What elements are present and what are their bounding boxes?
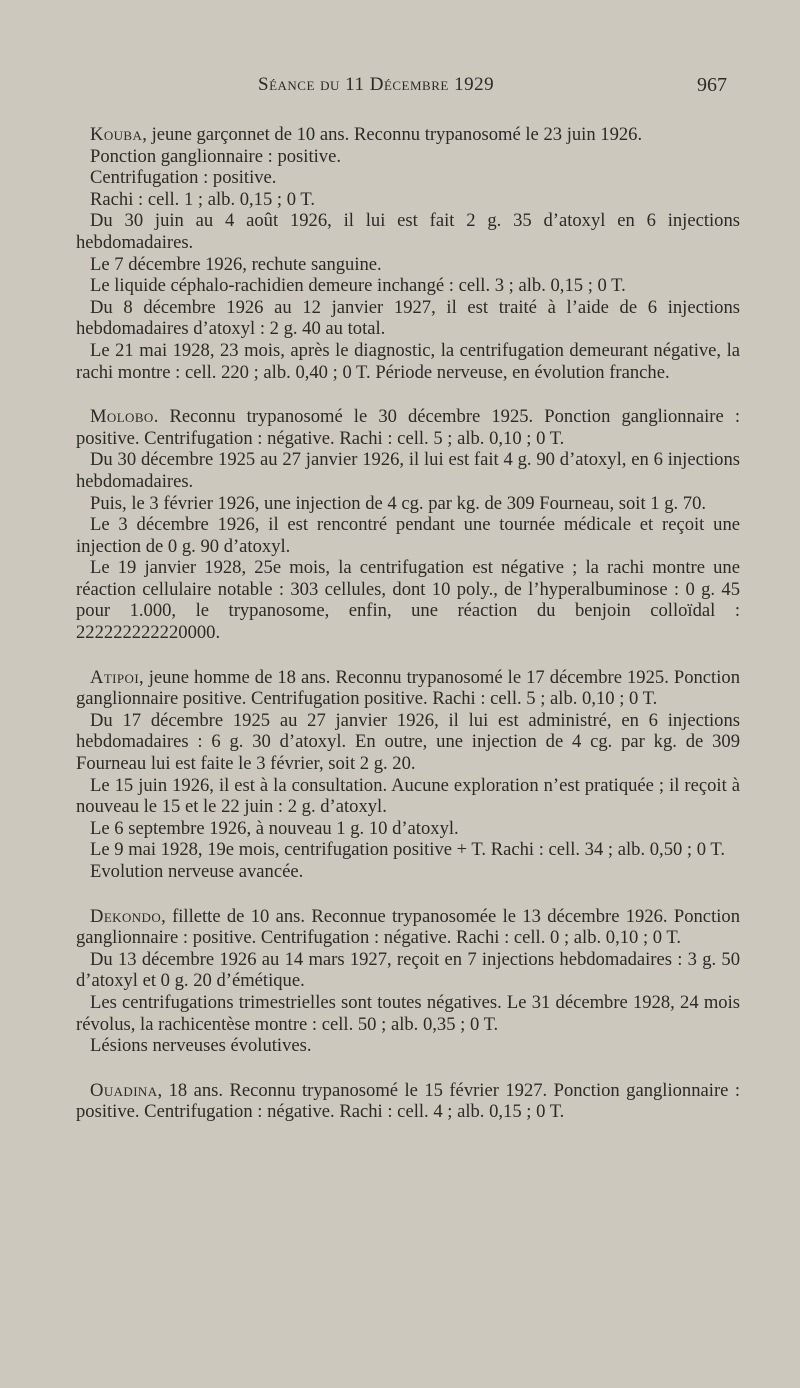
case-paragraph: Le 15 juin 1926, il est à la consultation. Aucune exploration n’est pratiquée ; il reçoit à nouveau le 15 et le 22 juin : 2 g. d’atoxyl.	[76, 774, 740, 818]
case-paragraph: Les centrifugations trimestrielles sont toutes négatives. Le 31 décembre 1928, 24 mois révolus, la rachicentèse montre : cell. 50 ; alb. 0,35 ; 0 T.	[76, 991, 740, 1035]
patient-name: Kouba	[90, 124, 143, 145]
section-gap	[76, 1057, 740, 1080]
case-paragraph: Le 3 décembre 1926, il est rencontré pendant une tournée médicale et reçoit une injection de 0 g. 90 d’atoxyl.	[76, 514, 740, 557]
section-gap	[76, 383, 740, 406]
paragraph-text: , jeune homme de 18 ans. Reconnu trypanosomé le 17 décembre 1925. Ponction ganglionnaire positive. Centrifugation positive. Rachi : cell. 5 ; alb. 0,10 ; 0 T.	[76, 666, 740, 710]
body-text	[76, 124, 740, 1123]
case-paragraph	[76, 667, 740, 710]
patient-name: Atipoi	[90, 666, 140, 688]
case-paragraph: Le 7 décembre 1926, rechute sanguine.	[90, 253, 382, 275]
section-gap	[76, 883, 740, 906]
case-kouba	[76, 124, 740, 383]
case-paragraph: Du 13 décembre 1926 au 14 mars 1927, reçoit en 7 injections hebdomadaires : 3 g. 50 d’atoxyl et 0 g. 20 d’émétique.	[76, 948, 740, 992]
case-paragraph: Le 19 janvier 1928, 25e mois, la centrifugation est négative ; la rachi montre une réaction cellulaire notable : 303 cellules, dont 10 poly., de l’hyperalbuminose : 0 g. 45 pour 1.000, le trypanosome, enfin, une réaction du benjoin colloïdal : 222222222220000.	[76, 557, 740, 644]
paragraph-text: , 18 ans. Reconnu trypanosomé le 15 février 1927. Ponction ganglionnaire : positive. Centrifugation : négative. Rachi : cell. 4 ; alb. 0,15 ; 0 T.	[76, 1079, 740, 1123]
case-ouadina	[76, 1080, 740, 1123]
case-paragraph: Le 6 septembre 1926, à nouveau 1 g. 10 d’atoxyl.	[90, 817, 459, 839]
case-paragraph: Rachi : cell. 1 ; alb. 0,15 ; 0 T.	[90, 188, 315, 210]
case-paragraph: Du 8 décembre 1926 au 12 janvier 1927, il est traité à l’aide de 6 injections hebdomadaires d’atoxyl : 2 g. 40 au total.	[76, 296, 740, 340]
case-paragraph	[76, 406, 740, 449]
case-dekondo	[76, 906, 740, 1057]
paragraph-text: , fillette de 10 ans. Reconnue trypanosomée le 13 décembre 1926. Ponction ganglionnaire : positive. Centrifugation : négative. Rachi : cell. 0 ; alb. 0,10 ; 0 T.	[76, 905, 740, 949]
patient-name: Ouadina	[90, 1079, 158, 1101]
running-title: Séance du 11 Décembre 1929	[258, 74, 495, 95]
patient-name: Molobo	[90, 406, 154, 428]
page-header	[0, 72, 800, 102]
page-number: 967	[697, 74, 727, 96]
case-paragraph: Du 17 décembre 1925 au 27 janvier 1926, il lui est administré, en 6 injections hebdomadaires : 6 g. 30 d’atoxyl. En outre, une injection de 4 cg. par kg. de 309 Fourneau lui est faite le 3 février, soit 2 g. 20.	[76, 709, 740, 775]
paragraph-text: . Reconnu trypanosomé le 30 décembre 1925. Ponction ganglionnaire : positive. Centrifugation : négative. Rachi : cell. 5 ; alb. 0,10 ; 0 T.	[76, 406, 740, 449]
case-paragraph	[76, 124, 740, 146]
case-paragraph: Ponction ganglionnaire : positive.	[90, 145, 341, 167]
case-atipoi	[76, 667, 740, 883]
case-paragraph	[76, 906, 740, 949]
case-paragraph: Evolution nerveuse avancée.	[90, 861, 304, 882]
case-paragraph: Centrifugation : positive.	[90, 167, 277, 189]
case-paragraph	[76, 1080, 740, 1123]
case-paragraph: Du 30 juin au 4 août 1926, il lui est fait 2 g. 35 d’atoxyl en 6 injections hebdomadaires.	[76, 210, 740, 253]
section-gap	[76, 644, 740, 667]
case-molobo	[76, 406, 740, 644]
patient-name: Dekondo	[90, 905, 162, 927]
case-paragraph: Le 21 mai 1928, 23 mois, après le diagnostic, la centrifugation demeurant négative, la rachi montre : cell. 220 ; alb. 0,40 ; 0 T. Période nerveuse, en évolution franche.	[76, 339, 740, 383]
case-paragraph: Puis, le 3 février 1926, une injection de 4 cg. par kg. de 309 Fourneau, soit 1 g. 70.	[90, 492, 707, 514]
case-paragraph: Du 30 décembre 1925 au 27 janvier 1926, il lui est fait 4 g. 90 d’atoxyl, en 6 injections hebdomadaires.	[76, 449, 740, 492]
case-paragraph: Le 9 mai 1928, 19e mois, centrifugation positive + T. Rachi : cell. 34 ; alb. 0,50 ; 0 T.	[90, 839, 725, 861]
paragraph-text: , jeune garçonnet de 10 ans. Reconnu trypanosomé le 23 juin 1926.	[142, 124, 643, 145]
case-paragraph: Lésions nerveuses évolutives.	[90, 1035, 312, 1057]
case-paragraph: Le liquide céphalo-rachidien demeure inchangé : cell. 3 ; alb. 0,15 ; 0 T.	[90, 275, 626, 297]
